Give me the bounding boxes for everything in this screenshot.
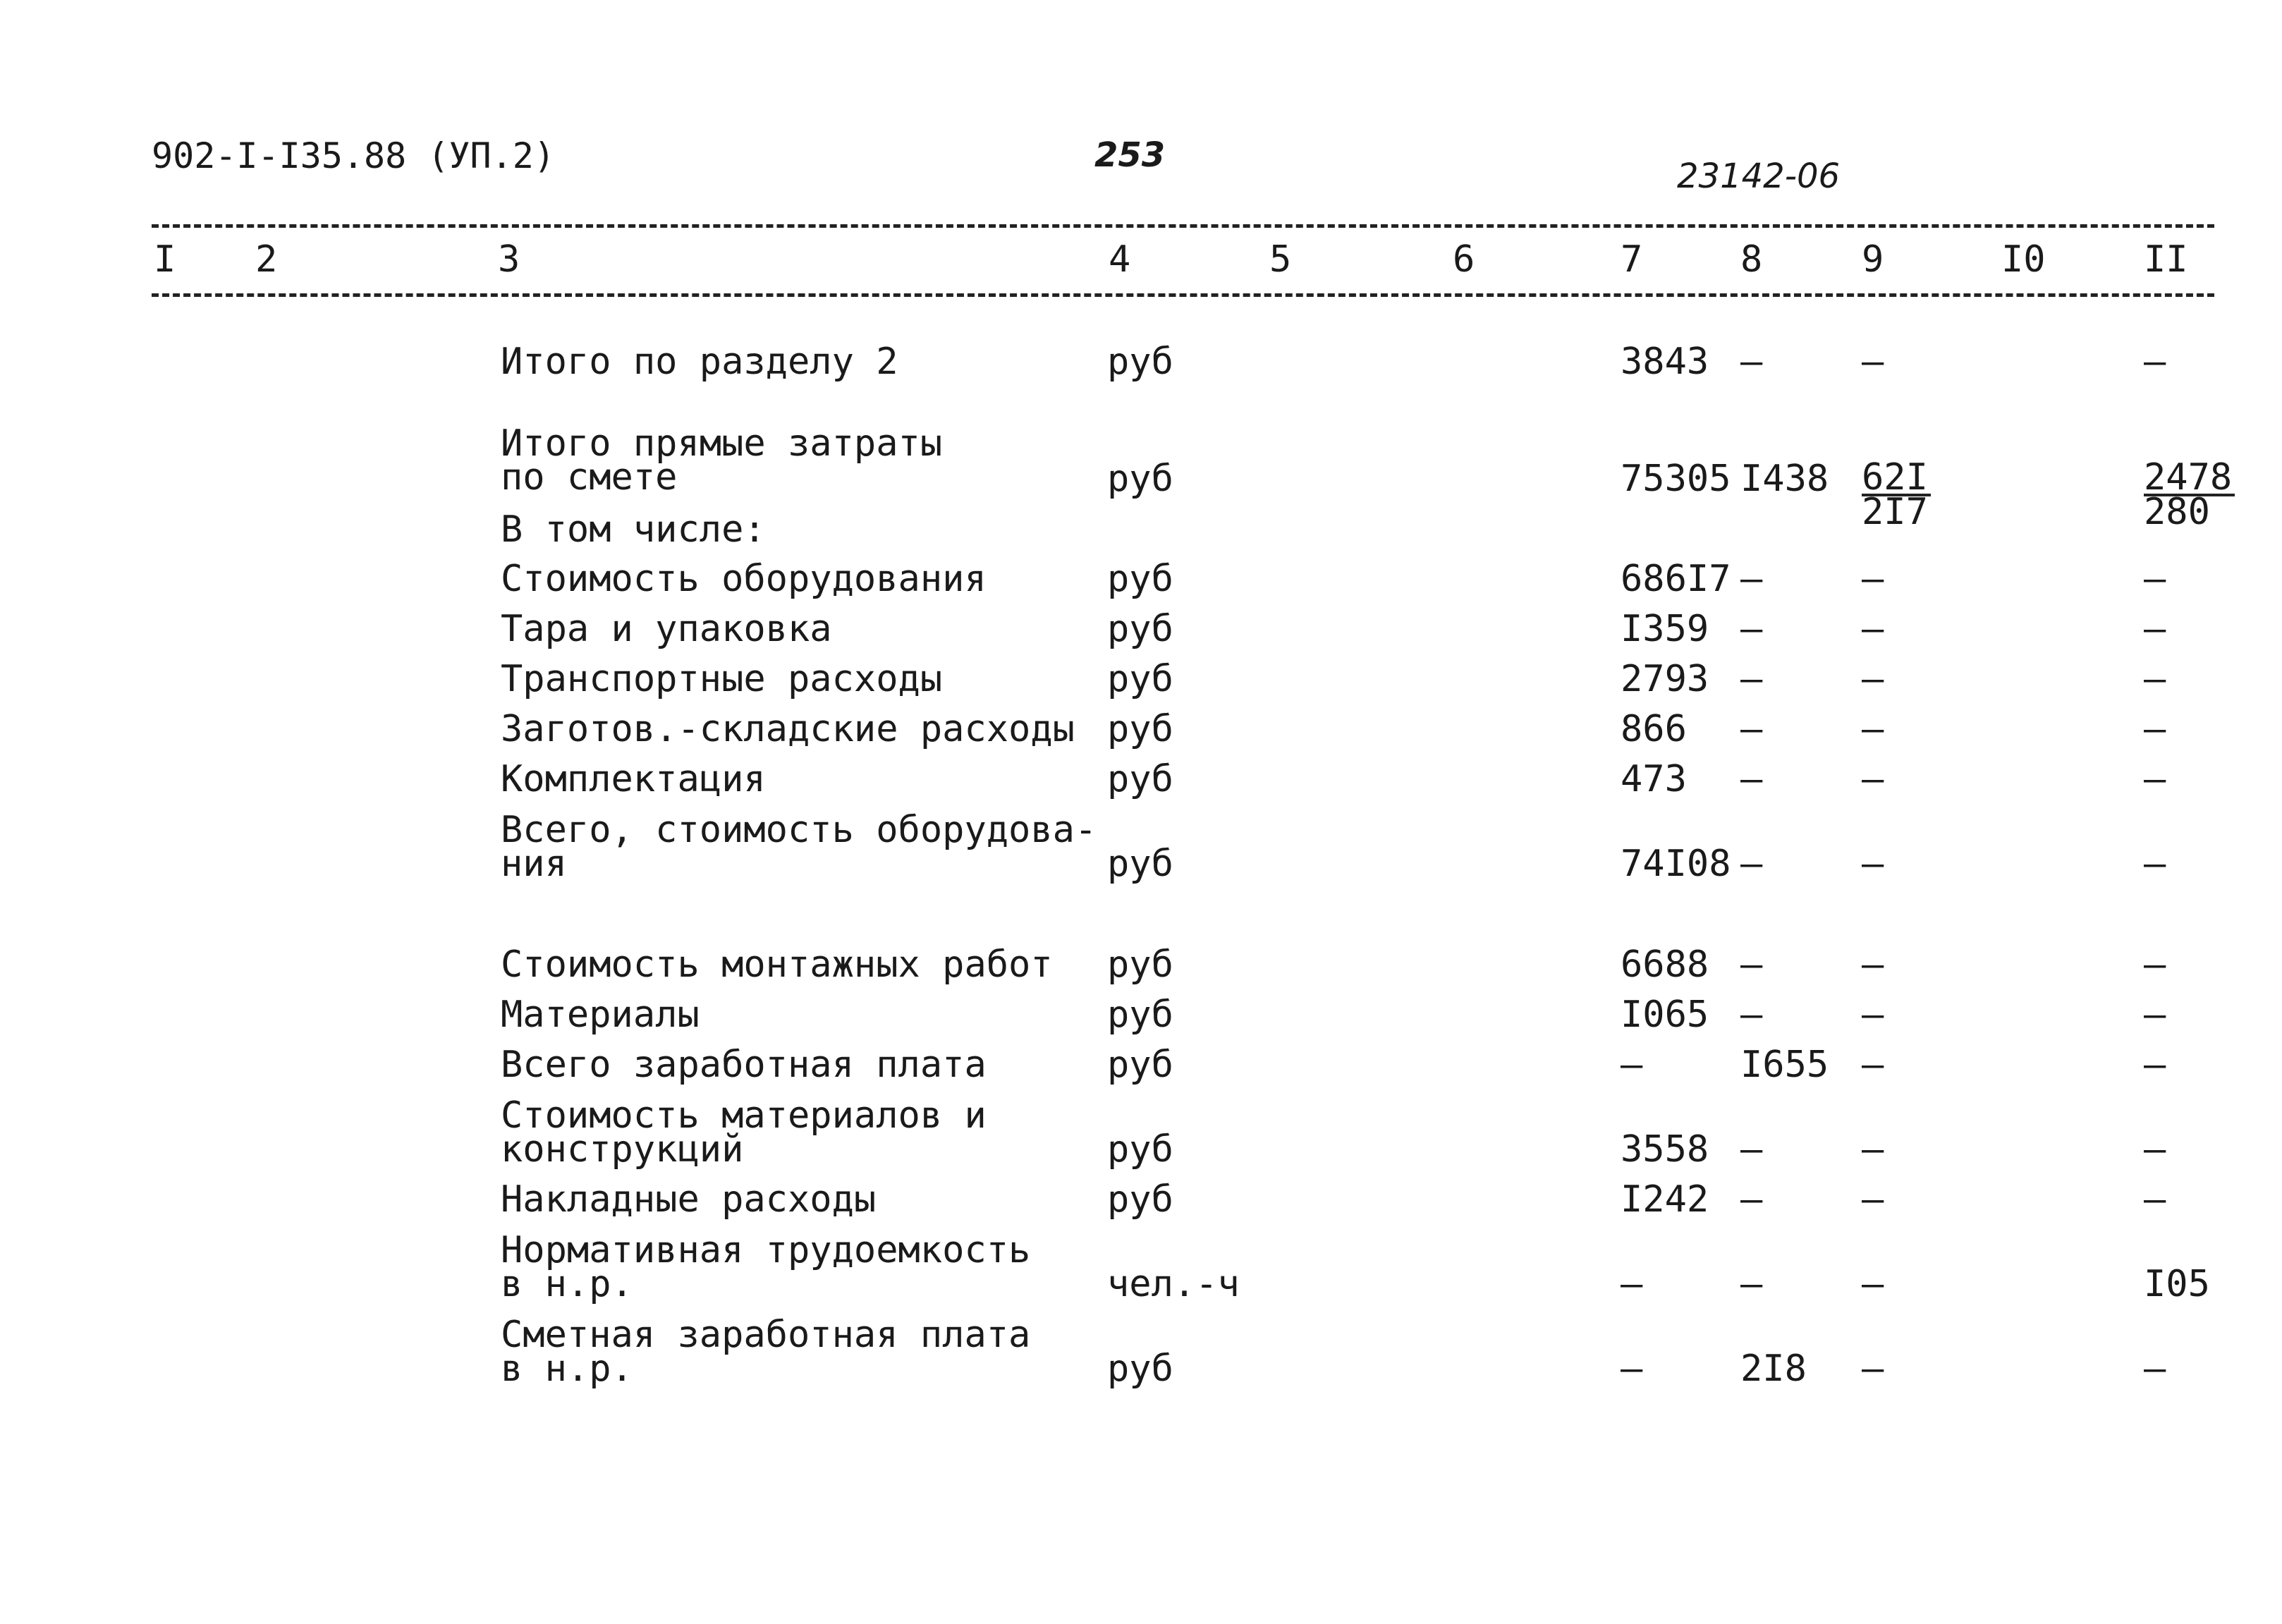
row-col8: I655 bbox=[1740, 1044, 1829, 1086]
row-name: конструкций bbox=[501, 1128, 744, 1171]
row-unit: руб bbox=[1107, 1178, 1173, 1221]
row-col11: – bbox=[2144, 658, 2166, 700]
row-col7: 3843 bbox=[1621, 341, 1709, 383]
row-name: Накладные расходы bbox=[501, 1178, 877, 1221]
row-col11: – bbox=[2144, 608, 2166, 650]
header-top-rule bbox=[152, 224, 2214, 228]
row-name: Тара и упаковка bbox=[501, 608, 832, 650]
row-col7: 6688 bbox=[1621, 944, 1709, 986]
row-name: Всего, стоимость оборудова- bbox=[501, 809, 1097, 851]
column-number: I bbox=[154, 238, 176, 281]
row-name: В том числе: bbox=[501, 508, 766, 551]
column-number: 4 bbox=[1109, 238, 1131, 281]
row-col11: – bbox=[2144, 1178, 2166, 1221]
row-col9: – bbox=[1862, 1044, 1884, 1086]
row-col9: – bbox=[1862, 1348, 1884, 1390]
document-number: 902-I-I35.88 (УП.2) bbox=[152, 135, 555, 176]
row-col7: – bbox=[1621, 1348, 1643, 1390]
column-number: 5 bbox=[1269, 238, 1292, 281]
row-col7: 3558 bbox=[1621, 1128, 1709, 1171]
row-col9: – bbox=[1862, 608, 1884, 650]
column-number: 2 bbox=[255, 238, 278, 281]
row-name: Материалы bbox=[501, 994, 700, 1036]
row-col11: – bbox=[2144, 1128, 2166, 1171]
row-unit: руб bbox=[1107, 843, 1173, 885]
row-unit: руб bbox=[1107, 558, 1173, 600]
header-bottom-rule bbox=[152, 293, 2214, 297]
row-col9-fraction bbox=[1862, 456, 1931, 533]
row-col11: – bbox=[2144, 341, 2166, 383]
column-number: 7 bbox=[1621, 238, 1643, 281]
row-unit: руб bbox=[1107, 1044, 1173, 1086]
row-col11: – bbox=[2144, 558, 2166, 600]
column-number: II bbox=[2144, 238, 2188, 281]
row-name: Заготов.-складские расходы bbox=[501, 708, 1075, 750]
row-col8: – bbox=[1740, 944, 1763, 986]
row-col8: – bbox=[1740, 708, 1763, 750]
row-unit: руб bbox=[1107, 608, 1173, 650]
row-col9: – bbox=[1862, 1128, 1884, 1171]
row-name: Итого прямые затраты bbox=[501, 422, 943, 465]
row-unit: руб bbox=[1107, 1128, 1173, 1171]
row-unit: руб bbox=[1107, 944, 1173, 986]
column-number: 8 bbox=[1740, 238, 1763, 281]
row-col8: – bbox=[1740, 341, 1763, 383]
row-unit: руб bbox=[1107, 994, 1173, 1036]
row-col7: 686I7 bbox=[1621, 558, 1731, 600]
row-col11: – bbox=[2144, 843, 2166, 885]
row-col9: – bbox=[1862, 708, 1884, 750]
row-col7: I359 bbox=[1621, 608, 1709, 650]
row-col9: – bbox=[1862, 843, 1884, 885]
row-col8: – bbox=[1740, 1263, 1763, 1305]
row-col9: – bbox=[1862, 558, 1884, 600]
row-col8: I438 bbox=[1740, 458, 1829, 500]
column-number: 9 bbox=[1862, 238, 1884, 281]
row-name: Итого по разделу 2 bbox=[501, 341, 898, 383]
row-col8: – bbox=[1740, 1128, 1763, 1171]
row-col8: – bbox=[1740, 1178, 1763, 1221]
row-name: Всего заработная плата bbox=[501, 1044, 987, 1086]
fraction-denominator: 280 bbox=[2144, 491, 2210, 533]
fraction-denominator: 2I7 bbox=[1862, 491, 1928, 533]
row-unit: руб bbox=[1107, 658, 1173, 700]
row-unit: руб bbox=[1107, 708, 1173, 750]
row-col9: – bbox=[1862, 341, 1884, 383]
row-name: в н.р. bbox=[501, 1263, 633, 1305]
page-number: 253 bbox=[1094, 135, 1166, 175]
row-name: Нормативная трудоемкость bbox=[501, 1229, 1031, 1271]
row-name: Комплектация bbox=[501, 758, 766, 800]
fraction-numerator: 2478 bbox=[2144, 461, 2235, 496]
row-col7: 75305 bbox=[1621, 458, 1731, 500]
row-col9: – bbox=[1862, 994, 1884, 1036]
row-col7: – bbox=[1621, 1263, 1643, 1305]
row-col9: – bbox=[1862, 1263, 1884, 1305]
row-col11: – bbox=[2144, 708, 2166, 750]
row-name: Транспортные расходы bbox=[501, 658, 943, 700]
row-name: Стоимость оборудования bbox=[501, 558, 987, 600]
row-col11: – bbox=[2144, 994, 2166, 1036]
row-name: по смете bbox=[501, 456, 678, 499]
row-unit: руб bbox=[1107, 458, 1173, 500]
row-unit: руб bbox=[1107, 1348, 1173, 1390]
row-col11: I05 bbox=[2144, 1263, 2210, 1305]
column-number: 6 bbox=[1453, 238, 1475, 281]
column-number: I0 bbox=[2001, 238, 2046, 281]
row-col8: 2I8 bbox=[1740, 1348, 1807, 1390]
row-col8: – bbox=[1740, 608, 1763, 650]
row-name: Стоимость монтажных работ bbox=[501, 944, 1053, 986]
row-col9: – bbox=[1862, 1178, 1884, 1221]
row-col11: – bbox=[2144, 944, 2166, 986]
row-col11: – bbox=[2144, 1044, 2166, 1086]
row-name: в н.р. bbox=[501, 1348, 633, 1390]
row-name: Стоимость материалов и bbox=[501, 1094, 987, 1137]
row-col9: – bbox=[1862, 944, 1884, 986]
column-number: 3 bbox=[498, 238, 520, 281]
row-col8: – bbox=[1740, 994, 1763, 1036]
row-col7: 74I08 bbox=[1621, 843, 1731, 885]
row-name: Сметная заработная плата bbox=[501, 1314, 1031, 1356]
row-col7: 473 bbox=[1621, 758, 1687, 800]
row-col9: – bbox=[1862, 658, 1884, 700]
row-col8: – bbox=[1740, 843, 1763, 885]
row-unit: руб bbox=[1107, 758, 1173, 800]
row-col11-fraction bbox=[2144, 456, 2235, 533]
row-unit: чел.-ч bbox=[1107, 1263, 1240, 1305]
row-col8: – bbox=[1740, 758, 1763, 800]
row-col7: 2793 bbox=[1621, 658, 1709, 700]
row-col8: – bbox=[1740, 658, 1763, 700]
row-col7: – bbox=[1621, 1044, 1643, 1086]
inventory-number: 23142-06 bbox=[1677, 157, 1841, 196]
row-col11: – bbox=[2144, 1348, 2166, 1390]
row-col7: I242 bbox=[1621, 1178, 1709, 1221]
row-name: ния bbox=[501, 843, 567, 885]
row-col7: I065 bbox=[1621, 994, 1709, 1036]
row-col11: – bbox=[2144, 758, 2166, 800]
row-col7: 866 bbox=[1621, 708, 1687, 750]
row-col8: – bbox=[1740, 558, 1763, 600]
fraction-numerator: 62I bbox=[1862, 461, 1931, 496]
row-unit: руб bbox=[1107, 341, 1173, 383]
row-col9: – bbox=[1862, 758, 1884, 800]
